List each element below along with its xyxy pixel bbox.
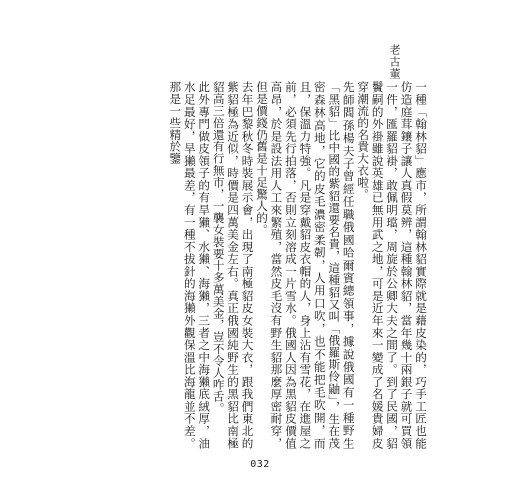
page-number: 032 — [250, 459, 270, 470]
paragraph: 去年巴黎秋冬時裝展示會，出現了南極貂皮女裝大衣，跟我們東北的紫貂極為近似，時價是四萬美金左右。真正俄國純野生的黑貂比南極貂高三倍還有行無市，一襲女裝要十多萬美金，豈不令人咋舌。 — [211, 81, 255, 449]
paragraph: 先師閻孫楊夫子曾經任職俄國哈爾賓總領事，據說俄國有一種野生「黑貂」比中國的紫貂還要名貴，這種貂又叫「俄羅斯伶鼬」，生在茂密森林高地，它的皮毛濃密柔韌，人用口吹，也不能把毛吹開，而且，保溫力特強。凡是穿戴貂皮衣帽的人，身上沾有雪花，在進屋之前，必須先行拍落，否則立刻溶成一片雪水。俄國人因為黑貂皮價值高昂，於是設法用人工來繁殖，當然皮毛沒有野生貂那麼厚密耐穿，但是價錢仍舊是十足驚人的。 — [255, 81, 356, 449]
paragraph: 一種「翰林貂」應市，所謂翰林貂實際就是藉皮染的，巧手工匠也能仿造庭茸鑲子讓人真假莫辨，這種翰林貂，當年幾十兩銀子就可買領一件，匯羅貂褂，敢佩明璫，周旋於公卿大夫之間了。到了民國，貂鬢嗣的外褂雖說英雄已無用武之地，可是近年來一變成了名媛貴婦皮穿潮流的名貴大衣啦。 — [356, 81, 428, 449]
vertical-body-text — [90, 81, 428, 449]
running-title: 老古董 — [388, 44, 401, 80]
paragraph: 此外專門做皮領子的有旱獺、水獺、海獺，三者之中海獺底絨厚，油水足最好，旱獺最差，有一種不拔針的海獺外觀保溫比海龍並不差。那是一些精於鑒 — [168, 81, 212, 449]
